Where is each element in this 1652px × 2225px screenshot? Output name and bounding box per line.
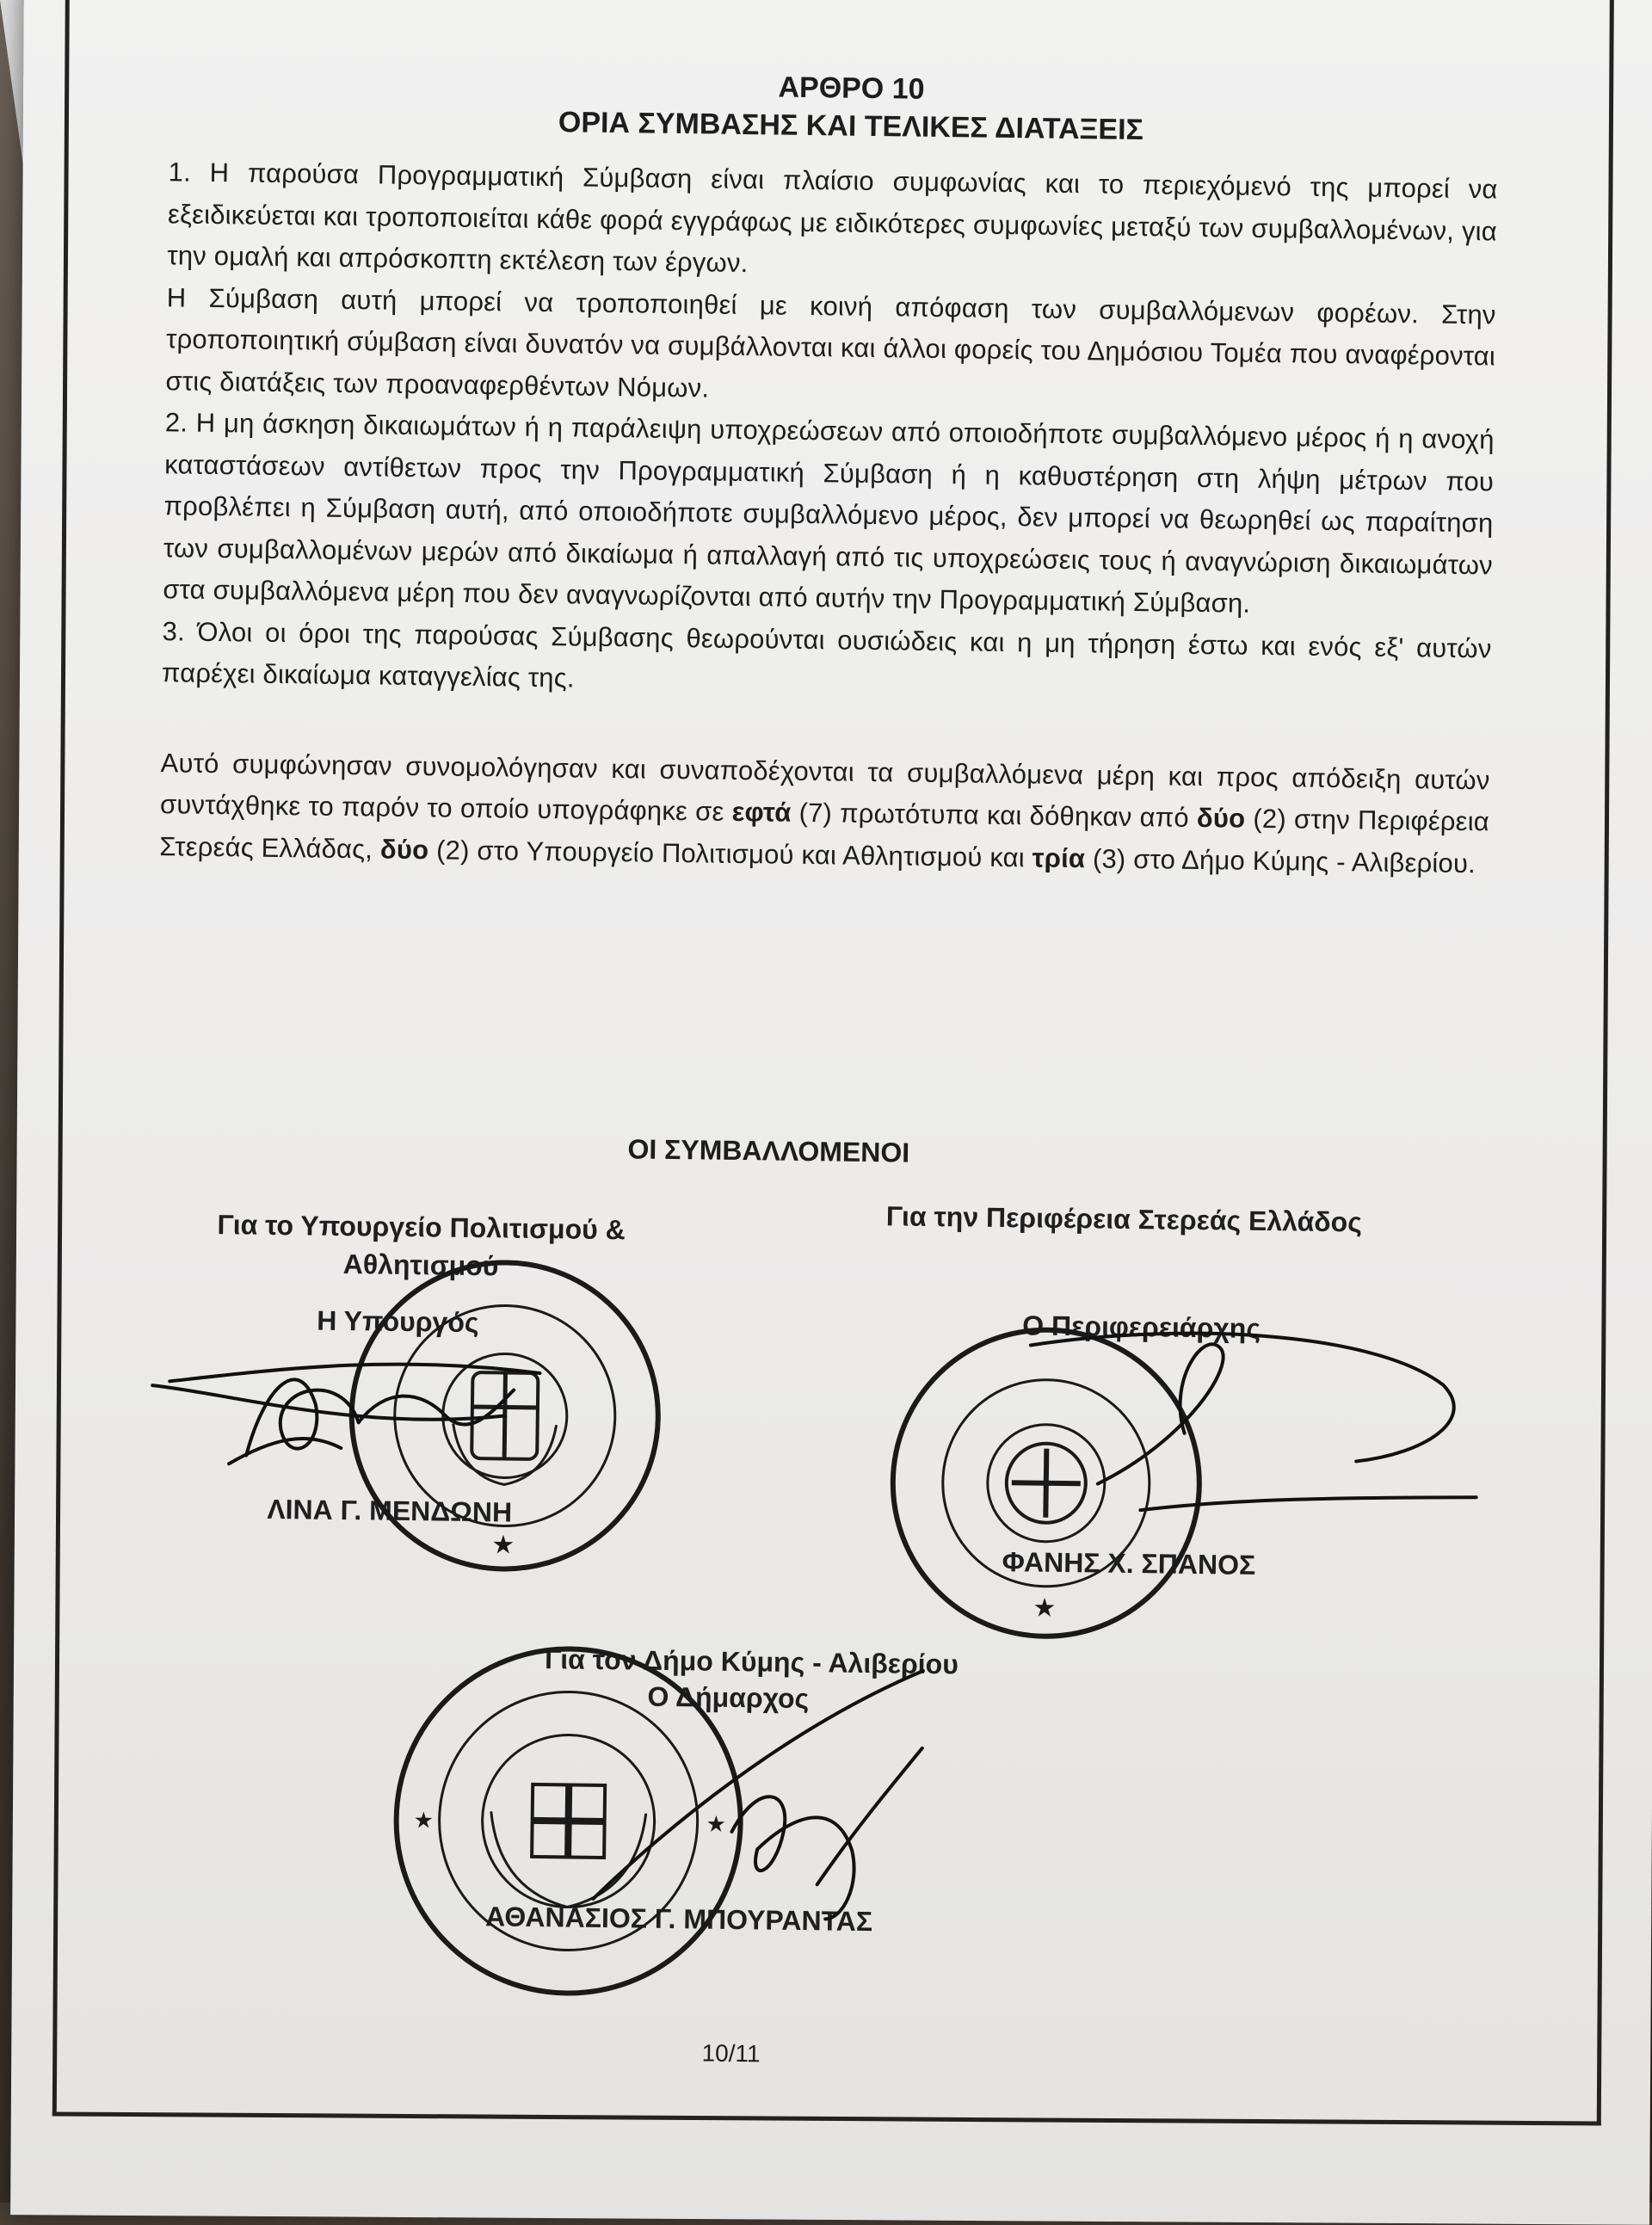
closing-text-2: (7) πρωτότυπα και δόθηκαν από xyxy=(791,797,1198,833)
closing-count-region: δύο xyxy=(1196,802,1246,834)
clause-1-amendment-paragraph: Η Σύμβαση αυτή μπορεί να τροποποιηθεί με κοινή απόφαση των συμβαλλόμενων φορέων. Στην τροποποιητική σύμβαση είναι δυνατόν να συμβάλλονται και άλλοι φορείς του Δημόσιου Τομέα που αναφέρονται στις διατάξεις των προαναφερθέντων Νόμων. xyxy=(165,281,1496,403)
municipality-signatory-name: ΑΘΑΝΑΣΙΟΣ Γ. ΜΠΟΥΡΑΝΤΑΣ xyxy=(484,1901,873,1938)
document-page xyxy=(10,0,1652,2225)
closing-count-ministry: δύο xyxy=(379,834,429,865)
region-role: Ο Περιφερειάρχης xyxy=(1021,1310,1261,1344)
closing-text-5: (3) στο Δήμο Κύμης - Αλιβερίου. xyxy=(1084,842,1476,878)
closing-text-1: Αυτό συμφώνησαν συνομολόγησαν και συναποδέχονται τα συμβαλλόμενα μέρη και προς απόδειξη αυτών συντάχθηκε το παρόν το οποίο υπογράφηκε σε xyxy=(159,747,1490,827)
ministry-org-line-1: Για το Υπουργείο Πολιτισμού & xyxy=(217,1209,626,1246)
closing-text-3: (2) στην Περιφέρεια Στερεάς Ελλάδας, xyxy=(159,803,1490,865)
ministry-org-line-2: Αθλητισμού xyxy=(342,1248,499,1282)
municipality-role: Ο Δήμαρχος xyxy=(647,1680,810,1715)
page-number: 10/11 xyxy=(701,2039,761,2068)
municipality-handwritten-signature xyxy=(558,1657,1009,1947)
svg-text:★: ★ xyxy=(413,1807,435,1834)
closing-paragraph xyxy=(159,743,1490,885)
page-content xyxy=(159,60,1499,2068)
closing-count-municipality: τρία xyxy=(1032,841,1086,873)
clause-1-paragraph: 1. Η παρούσα Προγραμματική Σύμβαση είναι πλαίσιο συμφωνίας και το περιεχόμενό της μπορεί να εξειδικεύεται και τροποποιείται κάθε φορά εγγράφως με ειδικότερες συμφωνίες μεταξύ των συμβαλλομένων, για την ομαλή και απρόσκοπτη εκτέλεση των έργων. xyxy=(167,157,1498,279)
article-title xyxy=(169,60,1499,153)
closing-text-4: (2) στο Υπουργείο Πολιτισμού και Αθλητισμού και xyxy=(428,834,1032,872)
closing-count-copies: εφτά xyxy=(731,796,792,828)
svg-text:★: ★ xyxy=(491,1531,515,1560)
municipality-org-line: Για τον Δήμο Κύμης - Αλιβερίου xyxy=(544,1643,959,1680)
region-org-line: Για την Περιφέρεια Στερεάς Ελλάδος xyxy=(885,1200,1363,1238)
region-handwritten-signature xyxy=(1011,1310,1496,1575)
parties-heading: ΟΙ ΣΥΜΒΑΛΛΟΜΕΝΟΙ xyxy=(627,1133,910,1168)
clause-3-paragraph: 3. Όλοι οι όροι της παρούσας Σύμβασης θεωρούνται ουσιώδεις και η μη τήρηση έστω και ενός εξ' αυτών παρέχει δικαίωμα καταγγελίας της. xyxy=(161,615,1492,693)
ministry-handwritten-signature xyxy=(133,1334,583,1512)
svg-text:★: ★ xyxy=(706,1810,727,1837)
ministry-signatory-name: ΛΙΝΑ Γ. ΜΕΝΔΩΝΗ xyxy=(267,1493,513,1528)
svg-text:★: ★ xyxy=(1032,1593,1057,1623)
article-number: ΑΡΘΡΟ 10 xyxy=(778,71,925,106)
region-signatory-name: ΦΑΝΗΣ Χ. ΣΠΑΝΟΣ xyxy=(1002,1546,1256,1581)
ministry-role: Η Υπουργός xyxy=(316,1304,479,1339)
article-heading: ΟΡΙΑ ΣΥΜΒΑΣΗΣ ΚΑΙ ΤΕΛΙΚΕΣ ΔΙΑΤΑΞΕΙΣ xyxy=(558,106,1144,147)
clause-2-paragraph: 2. Η μη άσκηση δικαιωμάτων ή η παράλειψη υποχρεώσεων από οποιοδήποτε συμβαλλόμενο μέρος ή η ανοχή καταστάσεων αντίθετων προς την Προγραμματική Σύμβαση ή η καθυστέρηση στη λήψη μέτρων που προβλέπει η Σύμβαση αυτή, από οποιοδήποτε συμβαλλόμενο μέρος, δεν μπορεί να θεωρηθεί ως παραίτηση των συμβαλλομένων μερών από δικαίωμα ή απαλλαγή από τις υποχρεώσεις τους ή αναγνώριση δικαιωμάτων στα συμβαλλόμενα μέρη που δεν αναγνωρίζονται από αυτήν την Προγραμματική Σύμβαση. xyxy=(163,407,1495,619)
